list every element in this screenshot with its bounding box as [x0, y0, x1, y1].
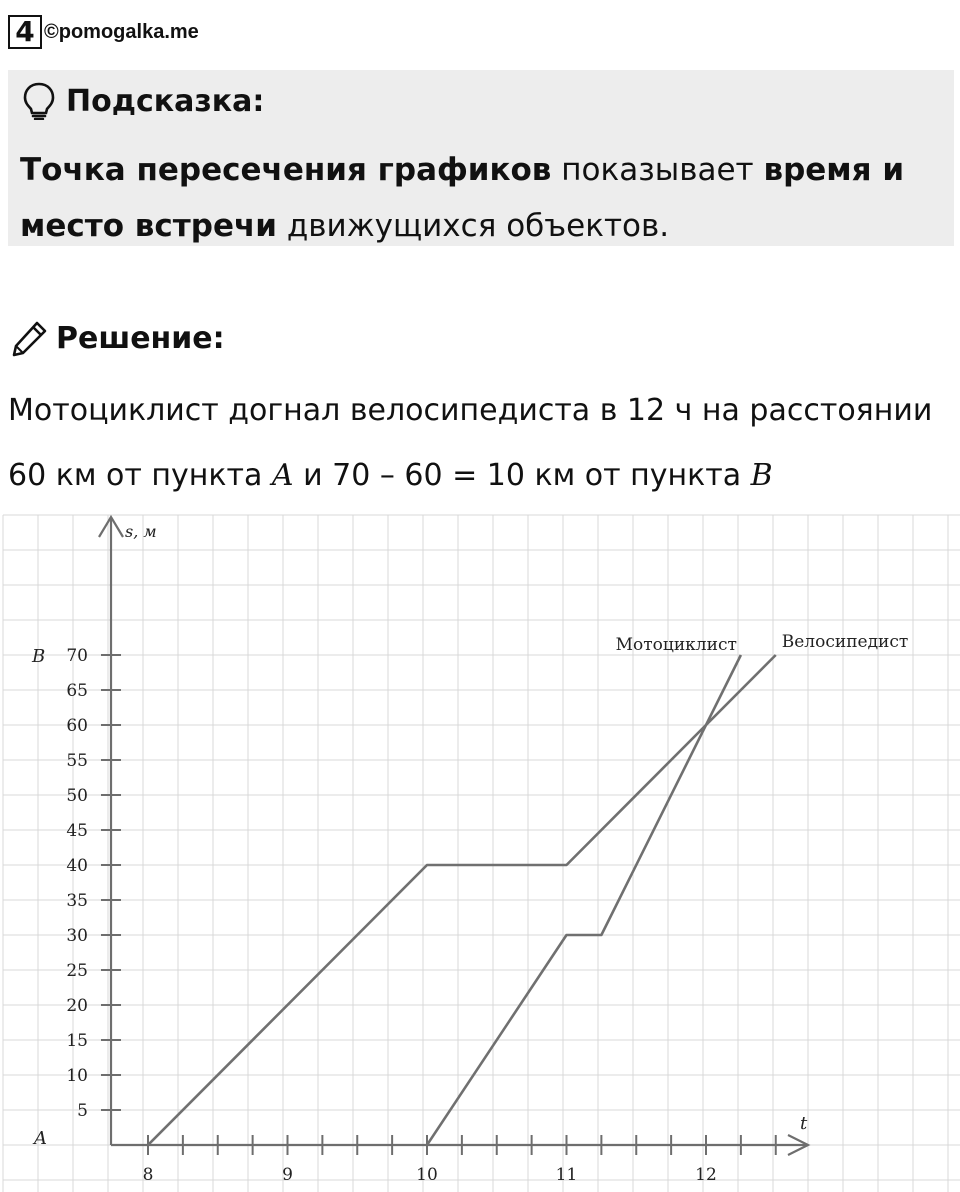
- y-tick-label: 25: [66, 961, 88, 981]
- solution-line-2: [8, 458, 773, 493]
- x-tick-label: 10: [416, 1165, 438, 1185]
- point-a-axis-label: A: [34, 1128, 47, 1149]
- hint-text-2: движущихся объектов.: [276, 208, 670, 244]
- y-tick-label: 70: [66, 646, 88, 666]
- y-tick-label: 10: [66, 1066, 88, 1086]
- y-tick-label: 55: [66, 751, 88, 771]
- y-tick-label: 45: [66, 821, 88, 841]
- task-number: 4: [8, 15, 42, 49]
- chart-grid: [3, 515, 960, 1192]
- hint-label: Подсказка:: [66, 83, 265, 119]
- point-a-label: A: [271, 458, 294, 493]
- hint-text-1: показывает: [551, 152, 764, 188]
- y-tick-label: 40: [66, 856, 88, 876]
- header: [8, 14, 199, 50]
- distance-time-chart: [0, 505, 960, 1192]
- y-tick-label: 60: [66, 716, 88, 736]
- y-tick-label: 30: [66, 926, 88, 946]
- x-tick-label: 8: [142, 1165, 154, 1185]
- y-tick-label: 50: [66, 786, 88, 806]
- solution-line-2-middle: и 70 – 60 = 10 км от пункта: [293, 458, 751, 493]
- y-tick-label: 65: [66, 681, 88, 701]
- hint-bold-1: Точка пересечения графиков: [20, 152, 552, 188]
- point-b-label: B: [750, 458, 773, 493]
- series-label-cyclist: Велосипедист: [781, 632, 909, 652]
- site-watermark: ©pomogalka.me: [44, 20, 199, 43]
- lightbulb-icon: [22, 82, 56, 120]
- pencil-icon: [10, 318, 50, 358]
- solution-line-1: Мотоциклист догнал велосипедиста в 12 ч на расстоянии: [8, 393, 933, 428]
- hint-text: [20, 142, 940, 254]
- solution-line-2-start: 60 км от пункта: [8, 458, 272, 493]
- y-tick-label: 5: [77, 1101, 88, 1121]
- hint-bold-2: время и место встречи: [20, 152, 905, 244]
- hint-box: [8, 70, 954, 246]
- x-tick-label: 12: [695, 1165, 717, 1185]
- solution-title: [10, 318, 225, 358]
- solution-label: Решение:: [56, 320, 225, 356]
- hint-title: [22, 82, 264, 120]
- y-axis-label: s, м: [125, 522, 157, 541]
- y-tick-label: 35: [66, 891, 88, 911]
- x-axis-label: t: [800, 1113, 808, 1134]
- series-label-motorcyclist: Мотоциклист: [615, 635, 737, 655]
- y-tick-label: 20: [66, 996, 88, 1016]
- y-tick-label: 15: [66, 1031, 88, 1051]
- x-tick-label: 9: [282, 1165, 293, 1185]
- point-b-axis-label: B: [32, 646, 46, 667]
- x-tick-label: 11: [555, 1165, 578, 1185]
